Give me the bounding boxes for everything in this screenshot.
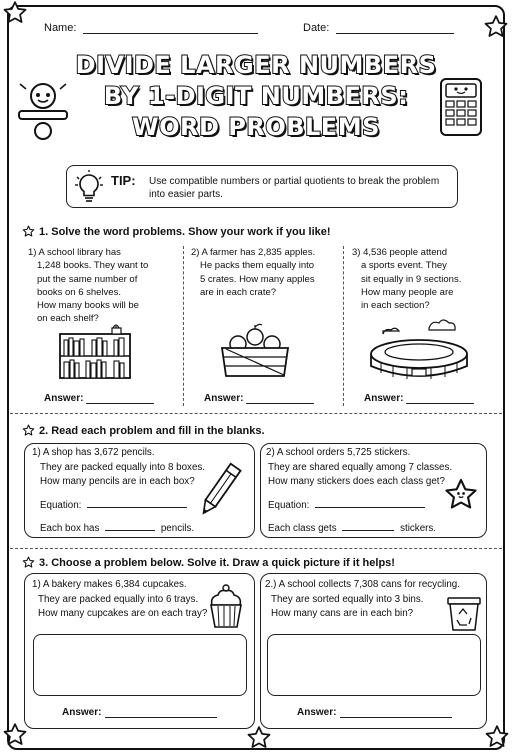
equation-label: Equation:	[268, 499, 310, 511]
s1-problem-1	[28, 246, 178, 326]
tip-box	[66, 165, 458, 208]
fill-blank-field[interactable]	[105, 521, 155, 531]
star-icon	[22, 424, 35, 437]
problem-text-line: How many cupcakes are on each tray?	[38, 608, 208, 619]
recycling-bin-icon	[446, 594, 482, 632]
problem-text-line: 2) A farmer has 2,835 apples.	[191, 247, 316, 258]
fill-blank-field[interactable]	[342, 521, 394, 531]
answer-field[interactable]	[406, 394, 474, 404]
answer-label: Answer:	[62, 707, 102, 718]
problem-text-line: How many stickers does each class get?	[268, 476, 445, 487]
problem-text-line: They are packed equally into 6 trays.	[38, 593, 199, 605]
answer-field[interactable]	[340, 708, 452, 718]
calculator-mascot-icon	[437, 76, 485, 138]
star-icon	[483, 14, 509, 40]
section-divider	[10, 413, 502, 414]
s1-problem-3	[352, 246, 502, 312]
pencil-icon	[196, 460, 242, 522]
star-icon	[2, 0, 28, 26]
problem-text-line: put the same number of	[37, 273, 138, 285]
problem-text-line: 5 crates. How many apples	[200, 273, 315, 285]
section-divider	[10, 548, 502, 549]
tip-label: TIP:	[111, 173, 136, 188]
section-1-title-text: 1. Solve the word problems. Show your work if you like!	[39, 225, 331, 238]
fill-blank-row	[266, 521, 481, 537]
s1-problem-2	[191, 246, 341, 299]
division-mascot-icon	[16, 80, 70, 142]
problem-text-line: sit equally in 9 sections.	[361, 273, 462, 285]
star-icon	[22, 556, 35, 569]
answer-row	[364, 393, 474, 404]
stadium-icon	[367, 318, 471, 384]
star-icon	[22, 225, 35, 238]
section-3-title	[22, 556, 395, 569]
problem-text-line: a sports event. They	[361, 260, 447, 272]
answer-label: Answer:	[44, 393, 84, 404]
lightbulb-icon	[73, 169, 105, 205]
problem-text-line: How many cans are in each bin?	[271, 608, 414, 619]
equation-field[interactable]	[315, 498, 425, 508]
problem-text-line: 1) A shop has 3,672 pencils.	[32, 447, 155, 458]
answer-row	[62, 707, 217, 718]
answer-row	[297, 707, 452, 718]
answer-field[interactable]	[246, 394, 314, 404]
answer-field[interactable]	[86, 394, 154, 404]
fill-blank-row	[32, 521, 222, 537]
column-divider	[183, 246, 184, 406]
problem-text-line: 2.) A school collects 7,308 cans for recycling.	[265, 579, 460, 590]
title-line-1: DIVIDE LARGER NUMBERS	[75, 51, 437, 79]
section-2-title	[22, 424, 265, 437]
answer-label: Answer:	[204, 393, 244, 404]
star-icon	[2, 722, 28, 748]
fill-prefix: Each class gets	[268, 523, 337, 534]
problem-text-line: They are shared equally among 7 classes.	[268, 461, 453, 473]
equation-field[interactable]	[87, 498, 187, 508]
s2-problem-1	[32, 446, 222, 537]
cupcake-icon	[206, 583, 246, 629]
answer-label: Answer:	[364, 393, 404, 404]
problem-text-line: They are sorted equally into 3 bins.	[271, 593, 424, 605]
tip-text: Use compatible numbers or partial quotients to break the problem into easier parts.	[149, 176, 440, 200]
title-line-3: WORD PROBLEMS	[132, 113, 380, 141]
star-mascot-icon	[443, 477, 479, 513]
fill-suffix: pencils.	[160, 523, 195, 534]
problem-text-line: 1) A school library has	[28, 247, 121, 258]
equation-row	[32, 498, 222, 514]
problem-text-line: books on 6 shelves.	[37, 286, 121, 298]
problem-text-line: How many books will be	[37, 300, 139, 312]
answer-label: Answer:	[297, 707, 337, 718]
problem-text-line: They are packed equally into 8 boxes.	[40, 461, 206, 473]
column-divider	[343, 246, 344, 406]
answer-row	[204, 393, 314, 404]
star-icon	[484, 724, 510, 750]
answer-row	[44, 393, 154, 404]
equation-label: Equation:	[40, 499, 82, 511]
work-area[interactable]	[33, 634, 247, 696]
problem-text-line: 3) 4,536 people attend	[352, 247, 448, 258]
s3-problem-1	[32, 578, 212, 622]
apple-crate-icon	[218, 322, 292, 378]
title-line-2: BY 1-DIGIT NUMBERS:	[103, 82, 409, 110]
problem-text-line: in each section?	[361, 300, 430, 312]
fill-suffix: stickers.	[400, 523, 437, 534]
answer-field[interactable]	[105, 708, 217, 718]
name-label: Name:	[44, 22, 77, 34]
name-row	[44, 22, 258, 34]
section-2-title-text: 2. Read each problem and fill in the blanks.	[39, 424, 265, 437]
problem-text-line: He packs them equally into	[200, 260, 315, 272]
problem-text-line: 1) A bakery makes 6,384 cupcakes.	[32, 579, 187, 590]
section-1-title	[22, 225, 331, 238]
fill-prefix: Each box has	[40, 523, 100, 534]
problem-text-line: on each shelf?	[37, 313, 99, 325]
date-row	[303, 22, 454, 34]
problem-text-line: How many people are	[361, 286, 454, 298]
problem-text-line: How many pencils are in each box?	[40, 476, 195, 487]
date-label: Date:	[303, 22, 330, 34]
problem-text-line: 2) A school orders 5,725 stickers.	[266, 447, 411, 458]
problem-text-line: 1,248 books. They want to	[37, 260, 149, 272]
page-title	[60, 50, 452, 143]
date-field[interactable]	[336, 23, 454, 34]
name-field[interactable]	[83, 23, 258, 34]
bookshelf-icon	[58, 322, 132, 380]
section-3-title-text: 3. Choose a problem below. Solve it. Draw a quick picture if it helps!	[39, 556, 395, 569]
work-area[interactable]	[267, 634, 481, 696]
problem-text-line: are in each crate?	[200, 286, 277, 298]
